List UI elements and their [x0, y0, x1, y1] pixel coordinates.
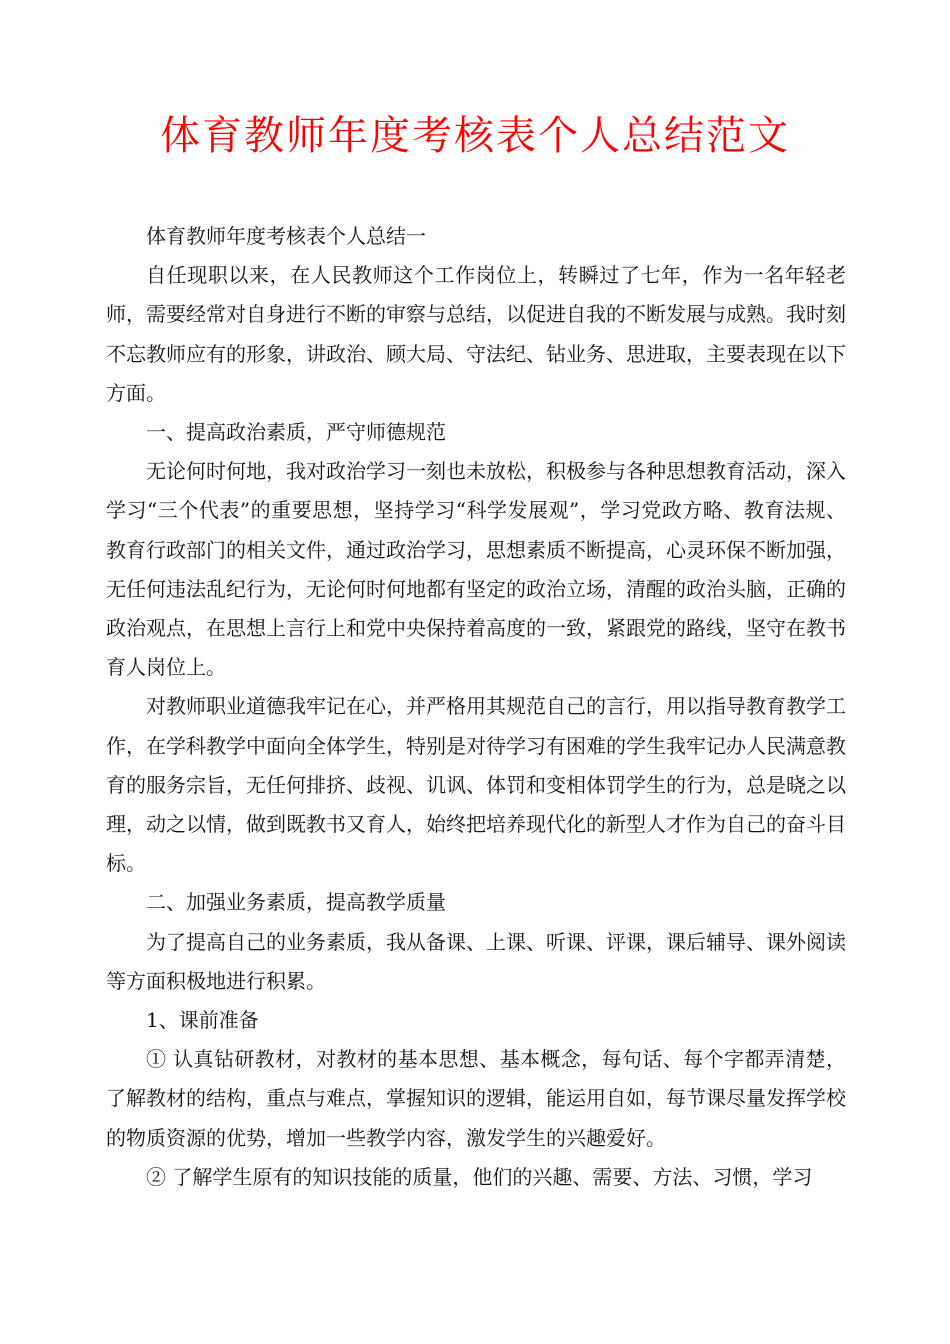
- list-item: ① 认真钻研教材，对教材的基本思想、基本概念，每句话、每个字都弄清楚，了解教材的结构，重点与难点，掌握知识的逻辑，能运用自如，每节课尽量发挥学校的物质资源的优势，增加一些教学内容，激发学生的兴趣爱好。: [106, 1047, 846, 1150]
- document-title: 体育教师年度考核表个人总结范文: [160, 113, 790, 159]
- paragraph: 对教师职业道德我牢记在心，并严格用其规范自己的言行，用以指导教育教学工作，在学科教学中面向全体学生，特别是对待学习有困难的学生我牢记办人民满意教育的服务宗旨，无任何排挤、歧视、讥讽、体罚和变相体罚学生的行为，总是晓之以理，动之以情，做到既教书又育人，始终把培养现代化的新型人才作为自己的奋斗目标。: [106, 694, 846, 876]
- section-heading: 二、加强业务素质，提高教学质量: [146, 890, 446, 915]
- list-item: ② 了解学生原有的知识技能的质量，他们的兴趣、需要、方法、习惯，学习: [146, 1164, 813, 1189]
- paragraph: 无论何时何地，我对政治学习一刻也未放松，积极参与各种思想教育活动，深入学习“三个代表”的重要思想，坚持学习“科学发展观”，学习党政方略、教育法规、教育行政部门的相关文件，通过政治学习，思想素质不断提高，心灵环保不断加强，无任何违法乱纪行为，无论何时何地都有坚定的政治立场，清醒的政治头脑，正确的政治观点，在思想上言行上和党中央保持着高度的一致，紧跟党的路线，坚守在教书育人岗位上。: [106, 459, 846, 680]
- document-body: [106, 217, 846, 1197]
- paragraph: 自任现职以来，在人民教师这个工作岗位上，转瞬过了七年，作为一名年轻老师，需要经常对自身进行不断的审察与总结，以促进自我的不断发展与成熟。我时刻不忘教师应有的形象，讲政治、顾大局、守法纪、钻业务、思进取，主要表现在以下方面。: [106, 263, 846, 405]
- section-heading: 一、提高政治素质，严守师德规范: [146, 420, 446, 445]
- subsection-heading: 1、课前准备: [146, 1008, 259, 1033]
- paragraph: 为了提高自己的业务素质，我从备课、上课、听课、评课，课后辅导、课外阅读等方面积极地进行积累。: [106, 929, 846, 993]
- section-heading: 体育教师年度考核表个人总结一: [146, 224, 426, 248]
